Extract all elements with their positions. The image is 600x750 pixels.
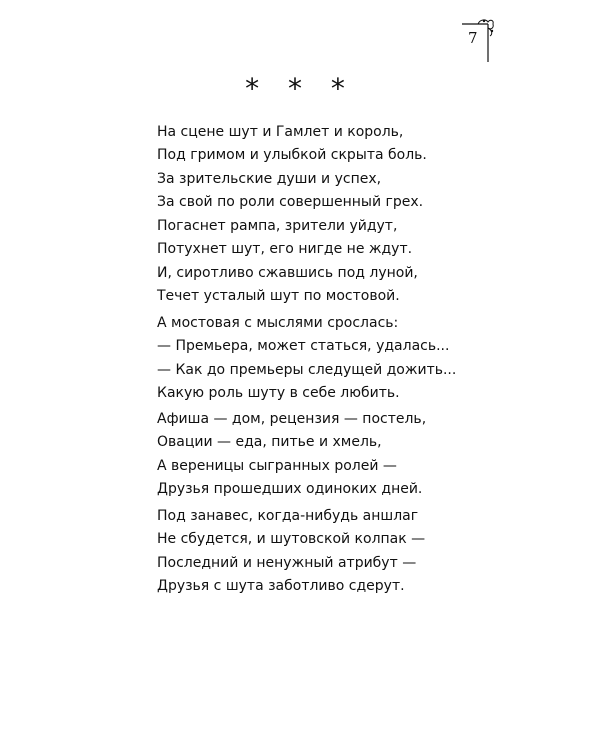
poem-line: Какую роль шуту в себе любить. [157, 384, 400, 401]
corner-ornament-icon [460, 18, 496, 64]
stanza-3 [157, 312, 457, 405]
poem-line: — Как до премьеры следущей дожить... [157, 361, 457, 378]
poem-line: Под гримом и улыбкой скрыта боль. [157, 147, 427, 164]
poem-line: Течет усталый шут по мостовой. [157, 287, 400, 304]
stanza-4 [157, 408, 457, 501]
stanza-2 [157, 215, 457, 308]
poem-line: Афиша — дом, рецензия — постель, [157, 411, 427, 427]
poem-title: * * * [245, 72, 355, 105]
poem-line: — Премьера, может статься, удалась... [157, 338, 450, 355]
poem-line: Погаснет рампа, зрители уйдут, [157, 218, 398, 234]
poem-line: Последний и ненужный атрибут — [157, 554, 417, 571]
poem-line: И, сиротливо сжавшись под луной, [157, 264, 418, 281]
poem-line: Под занавес, когда-нибудь аншлаг [157, 508, 419, 524]
poem-line: Овации — еда, питье и хмель, [157, 434, 382, 451]
poem-line: А вереницы сыгранных ролей — [157, 457, 397, 474]
poem-line: На сцене шут и Гамлет и король, [157, 124, 404, 140]
page-number-corner [460, 18, 496, 64]
poem-line: Друзья прошедших одиноких дней. [157, 480, 423, 497]
poem-line: Друзья с шута заботливо сдерут. [157, 577, 405, 594]
page-number: 7 [468, 29, 478, 47]
stanza-5 [157, 505, 457, 598]
poem-line: За свой по роли совершенный грех. [157, 193, 424, 210]
poem-line: За зрительские души и успех, [157, 170, 382, 187]
poem-line: Не сбудется, и шутовской колпак — [157, 531, 426, 548]
stanza-1 [157, 121, 457, 214]
poem-line: А мостовая с мыслями срослась: [157, 315, 399, 331]
poem-line: Потухнет шут, его нигде не ждут. [157, 241, 413, 258]
